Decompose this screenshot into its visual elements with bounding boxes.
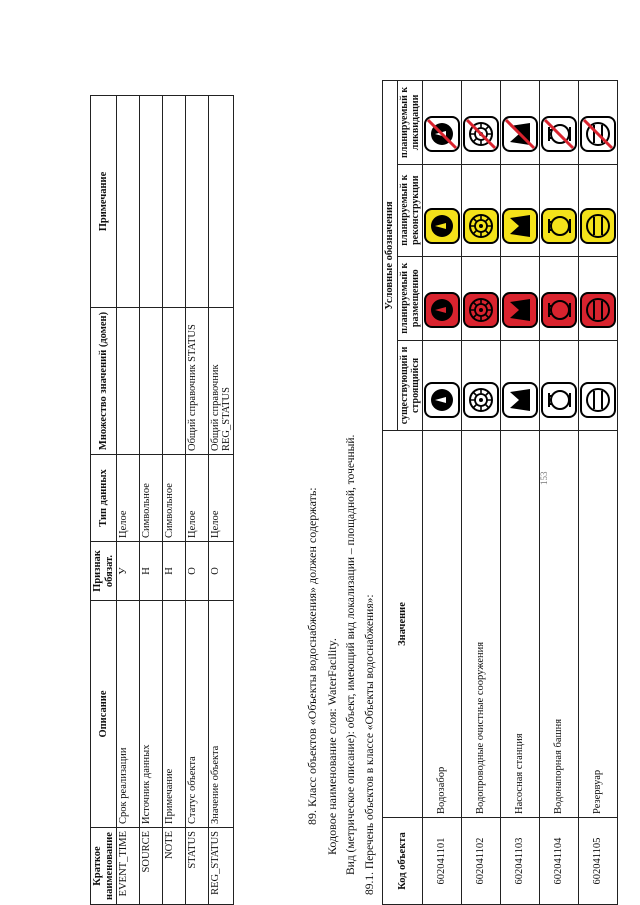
attr-data-type: Символьное <box>140 455 163 542</box>
attr-short-name: NOTE <box>163 828 186 905</box>
symbol-cell-placement <box>539 256 578 340</box>
object-code: 602041101 <box>422 818 461 905</box>
attr-description: Источник данных <box>140 601 163 828</box>
intake-liquidation-icon <box>424 107 460 161</box>
attr-note <box>209 96 234 308</box>
header-note: Примечание <box>91 96 117 308</box>
obj-header-row-1 <box>383 81 398 905</box>
attr-data-type: Символьное <box>163 455 186 542</box>
reservoir-reconstruction-icon <box>580 199 616 253</box>
header-description: Описание <box>91 601 117 828</box>
page-number: 153 <box>539 471 549 485</box>
object-code: 602041103 <box>500 818 539 905</box>
tower-existing-icon <box>541 373 577 427</box>
header-code: Код объекта <box>383 818 423 905</box>
object-value: Насосная станция <box>500 431 539 818</box>
attr-data-type: Целое <box>209 455 234 542</box>
paragraph-metric: Вид (метрическое описание): объект, имеющий вид локализации – площадной, точечный. <box>345 434 357 875</box>
symbol-cell-existing <box>539 340 578 430</box>
tower-liquidation-icon <box>541 107 577 161</box>
reservoir-placement-icon <box>580 283 616 337</box>
treatment-liquidation-icon <box>463 107 499 161</box>
attr-required: О <box>209 542 234 601</box>
paragraph-class: 89. Класс объектов «Объекты водоснабжения» должен содержать: <box>305 487 319 825</box>
symbol-cell-liquidation <box>578 81 617 165</box>
symbol-cell-existing <box>578 340 617 430</box>
object-code: 602041104 <box>539 818 578 905</box>
pump-liquidation-icon <box>502 107 538 161</box>
object-value: Водопроводные очистные сооружения <box>461 431 500 818</box>
treatment-reconstruction-icon <box>463 199 499 253</box>
header-planned-reconstruction: планируемый к реконструкции <box>397 164 422 256</box>
attr-short-name: STATUS <box>186 828 209 905</box>
symbol-cell-placement <box>500 256 539 340</box>
symbol-cell-reconstruction <box>500 164 539 256</box>
header-symbols: Условные обозначения <box>383 81 398 431</box>
paragraph-list: 89.1. Перечень объектов в классе «Объекты водоснабжения»: <box>364 594 376 895</box>
reservoir-liquidation-icon <box>580 107 616 161</box>
attr-domain <box>163 308 186 455</box>
object-code: 602041105 <box>578 818 617 905</box>
attr-domain <box>117 308 140 455</box>
symbol-cell-existing <box>461 340 500 430</box>
symbol-cell-liquidation <box>500 81 539 165</box>
attr-description: Примечание <box>163 601 186 828</box>
symbol-cell-reconstruction <box>578 164 617 256</box>
objects-table-row <box>539 81 578 905</box>
attribute-table <box>90 95 234 905</box>
symbol-cell-liquidation <box>539 81 578 165</box>
treatment-existing-icon <box>463 373 499 427</box>
reservoir-existing-icon <box>580 373 616 427</box>
attr-required: У <box>117 542 140 601</box>
header-short-name: Краткое наименование <box>91 828 117 905</box>
symbol-cell-liquidation <box>461 81 500 165</box>
attr-header-row <box>91 96 117 905</box>
attr-description: Срок реализации <box>117 601 140 828</box>
attr-table-row <box>140 96 163 905</box>
symbol-cell-reconstruction <box>461 164 500 256</box>
attr-short-name: EVENT_TIME <box>117 828 140 905</box>
attr-data-type: Целое <box>117 455 140 542</box>
attr-domain <box>140 308 163 455</box>
attr-note <box>140 96 163 308</box>
attr-table-row <box>163 96 186 905</box>
attr-note <box>186 96 209 308</box>
attr-description: Значение объекта <box>209 601 234 828</box>
object-value: Резервуар <box>578 431 617 818</box>
attr-required: Н <box>163 542 186 601</box>
attr-required: Н <box>140 542 163 601</box>
intake-reconstruction-icon <box>424 199 460 253</box>
objects-table-row <box>422 81 461 905</box>
attr-note <box>117 96 140 308</box>
paragraph-layer-code: Кодовое наименование слоя: WaterFacility. <box>325 638 339 855</box>
objects-table-body <box>422 81 617 905</box>
intake-existing-icon <box>424 373 460 427</box>
object-value: Водозабор <box>422 431 461 818</box>
object-value: Водонапорная башня <box>539 431 578 818</box>
pump-reconstruction-icon <box>502 199 538 253</box>
symbol-cell-existing <box>500 340 539 430</box>
attr-short-name: SOURCE <box>140 828 163 905</box>
header-data-type: Тип данных <box>91 455 117 542</box>
attr-table-row <box>117 96 140 905</box>
attr-domain: Общий справочник REG_STATUS <box>209 308 234 455</box>
header-planned-placement: планируемый к размещению <box>397 256 422 340</box>
header-required: Признак обязат. <box>91 542 117 601</box>
objects-table-row <box>578 81 617 905</box>
pump-existing-icon <box>502 373 538 427</box>
symbol-cell-reconstruction <box>539 164 578 256</box>
tower-reconstruction-icon <box>541 199 577 253</box>
attr-description: Статус объекта <box>186 601 209 828</box>
attr-domain: Общий справочник STATUS <box>186 308 209 455</box>
attr-table-row <box>186 96 209 905</box>
header-planned-liquidation: планируемый к ликвидации <box>397 81 422 165</box>
symbol-cell-existing <box>422 340 461 430</box>
objects-table-row <box>461 81 500 905</box>
symbol-cell-placement <box>461 256 500 340</box>
header-value: Значение <box>383 431 423 818</box>
attr-data-type: Целое <box>186 455 209 542</box>
treatment-placement-icon <box>463 283 499 337</box>
object-code: 602041102 <box>461 818 500 905</box>
symbol-cell-liquidation <box>422 81 461 165</box>
rotated-content <box>60 55 604 905</box>
objects-table-row <box>500 81 539 905</box>
intake-placement-icon <box>424 283 460 337</box>
header-existing: существующий и строящийся <box>397 340 422 430</box>
attr-short-name: REG_STATUS <box>209 828 234 905</box>
pump-placement-icon <box>502 283 538 337</box>
attr-note <box>163 96 186 308</box>
symbol-cell-placement <box>422 256 461 340</box>
attr-table-row <box>209 96 234 905</box>
symbol-cell-reconstruction <box>422 164 461 256</box>
tower-placement-icon <box>541 283 577 337</box>
header-domain: Множество значений (домен) <box>91 308 117 455</box>
attr-table-body <box>117 96 234 905</box>
attr-required: О <box>186 542 209 601</box>
objects-table <box>382 80 618 905</box>
symbol-cell-placement <box>578 256 617 340</box>
